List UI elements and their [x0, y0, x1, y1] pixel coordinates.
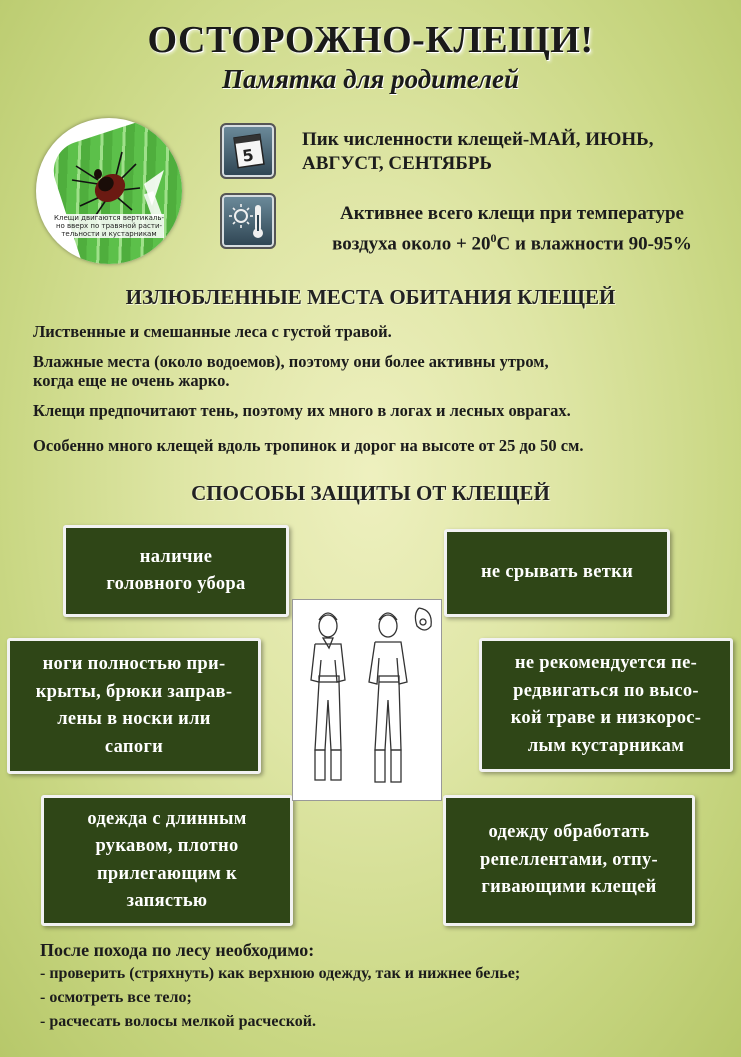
protection-box-repellent: одежду обработать репеллентами, отпу- гивающими клещей [443, 795, 695, 926]
peak-info: Пик численности клещей-МАЙ, ИЮНЬ, АВГУСТ, СЕНТЯБРЬ [302, 129, 654, 174]
after-hike-item: - проверить (стряхнуть) как верхнюю одежду, так и нижнее белье; [40, 965, 521, 982]
calendar-icon [220, 123, 276, 179]
activity-line-2-suffix: С и влажности 90-95% [496, 233, 692, 255]
degree-sup: 0 [490, 231, 497, 245]
protection-box-sleeves: одежда с длинным рукавом, плотно прилегающим к запястью [41, 795, 293, 926]
after-hike-item: - расчесать волосы мелкой расческой. [40, 1013, 316, 1030]
after-hike-title: После похода по лесу необходимо: [40, 940, 315, 960]
habitat-item: Особенно много клещей вдоль тропинок и дорог на высоте от 25 до 50 см. [33, 436, 584, 455]
poster-title: ОСТОРОЖНО-КЛЕЩИ! [147, 19, 594, 61]
activity-line-2 [302, 226, 722, 256]
after-hike-item: - осмотреть все тело; [40, 989, 192, 1006]
habitat-item: Влажные места (около водоемов), поэтому они более активны утром, [33, 352, 549, 371]
protection-box-headwear: наличие головного убора [63, 525, 289, 617]
habitat-item: Лиственные и смешанные леса с густой травой. [33, 322, 392, 341]
activity-info [302, 202, 722, 256]
calendar-number: 5 [241, 145, 255, 166]
sun-thermometer-icon [220, 193, 276, 249]
habitat-item: когда еще не очень жарко. [33, 371, 230, 390]
protection-box-legs: ноги полностью при- крыты, брюки заправ- лены в носки или сапоги [7, 638, 261, 774]
protection-box-grass: не рекомендуется пе- редвигаться по высо- кой траве и низкорос- лым кустарникам [479, 638, 733, 772]
activity-line-1: Активнее всего клещи при температуре [339, 203, 684, 224]
protection-heading: СПОСОБЫ ЗАЩИТЫ ОТ КЛЕЩЕЙ [191, 481, 550, 505]
protective-clothing-image [292, 599, 442, 801]
habitat-item: Клещи предпочитают тень, поэтому их много в логах и лесных оврагах. [33, 401, 571, 420]
tick-illustration [36, 118, 182, 264]
activity-line-2-prefix: воздуха около + 20 [332, 233, 491, 255]
illustration-caption: Клещи двигаются вертикаль-но вверх по травяной расти-тельности и кустарникам [54, 214, 165, 238]
poster-subtitle: Памятка для родителей [222, 64, 519, 94]
tick-icon [36, 118, 182, 264]
habitats-heading: ИЗЛЮБЛЕННЫЕ МЕСТА ОБИТАНИЯ КЛЕЩЕЙ [125, 285, 616, 309]
protection-box-branches: не срывать ветки [444, 529, 670, 617]
